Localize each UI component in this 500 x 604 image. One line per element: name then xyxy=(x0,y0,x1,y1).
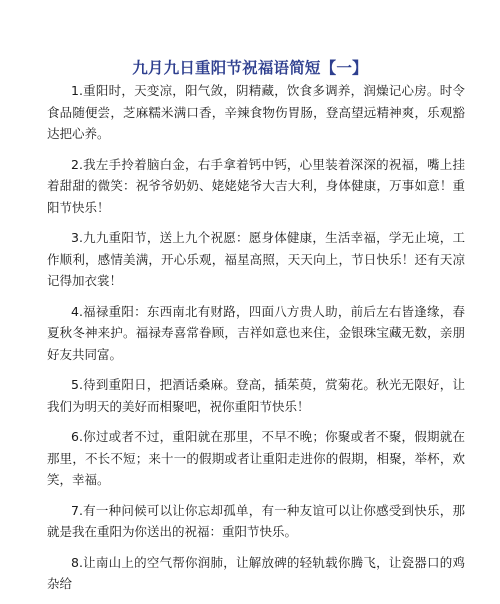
paragraph-list xyxy=(47,80,465,604)
paragraph-5: 5.待到重阳日，把酒话桑麻。登高，插茱萸，赏菊花。秋光无限好，让我们为明天的美好而相聚吧，祝你重阳节快乐！ xyxy=(47,377,465,414)
paragraph-4: 4.福禄重阳：东西南北有财路，四面八方贵人助，前后左右皆逢缘，春夏秋冬神来护。福禄寿喜常眷顾，吉祥如意也来住，金银珠宝藏无数，亲朋好友共同富。 xyxy=(47,303,465,362)
document-title: 九月九日重阳节祝福语简短【一】 xyxy=(132,59,368,77)
paragraph-1: 1.重阳时，天变凉，阳气敛，阴精藏，饮食多调养，润燥记心房。时令食品随便尝，芝麻糯米满口香，辛辣食物伤胃肠，登高望远精神爽，乐观豁达把心养。 xyxy=(47,83,465,141)
paragraph-3: 3.九九重阳节，送上九个祝愿：愿身体健康，生活幸福，学无止境，工作顺利，感情美满，开心乐观，福星高照，天天向上，节日快乐！还有天凉记得加衣裳！ xyxy=(47,230,465,288)
paragraph-6: 6.你过或者不过，重阳就在那里，不早不晚；你聚或者不聚，假期就在那里，不长不短；来十一的假期或者让重阳走进你的假期，相聚，举杯，欢笑，幸福。 xyxy=(47,429,465,487)
paragraph-2: 2.我左手拎着脑白金，右手拿着钙中钙，心里装着深深的祝福，嘴上挂着甜甜的微笑：祝爷爷奶奶、姥姥姥爷大吉大利，身体健康，万事如意！重阳节快乐！ xyxy=(47,156,465,215)
paragraph-8: 8.让南山上的空气帮你润肺，让解放碑的轻轨载你腾飞，让瓷器口的鸡杂给 xyxy=(47,554,465,591)
paragraph-7: 7.有一种问候可以让你忘却孤单，有一种友谊可以让你感受到快乐，那就是我在重阳为你送出的祝福：重阳节快乐。 xyxy=(47,502,465,539)
